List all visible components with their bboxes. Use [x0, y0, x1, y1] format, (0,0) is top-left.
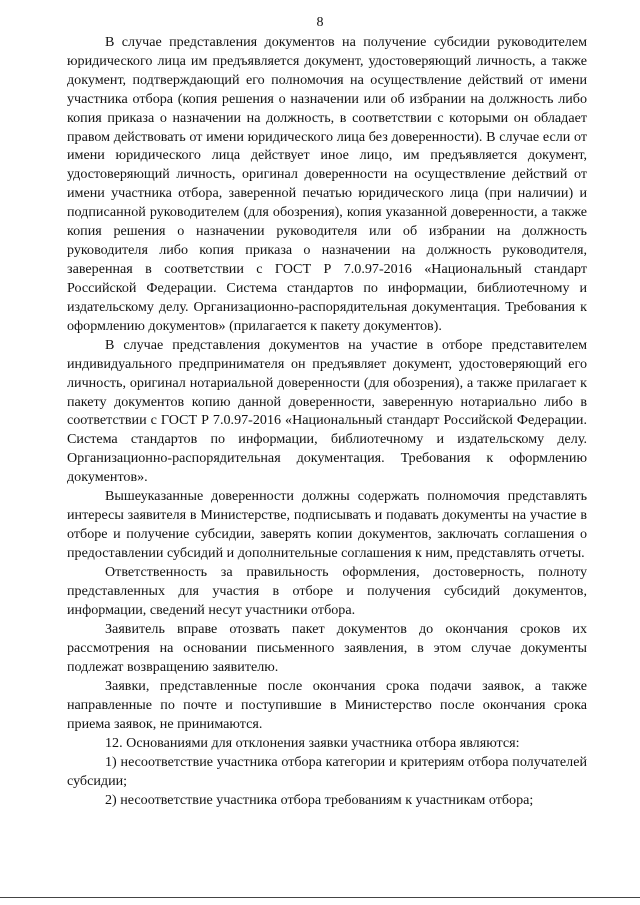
- paragraph-withdrawal: Заявитель вправе отозвать пакет документов до окончания сроков их рассмотрения на основании письменного заявления, в этом случае документы подлежат возвращению заявителю.: [67, 621, 587, 676]
- paragraph-responsibility: Ответственность за правильность оформления, достоверность, полноту представленных для участия в отборе и получения субсидий документов, информации, сведений несут участники отбора.: [67, 564, 587, 619]
- paragraph-power-of-attorney-scope: Вышеуказанные доверенности должны содержать полномочия представлять интересы заявителя в Министерстве, подписывать и подавать документы на участие в отборе и получение субсидии, заверять копии документов, заключать соглашения о предоставлении субсидий и дополнительные соглашения к ним, представлять отчеты.: [67, 488, 587, 562]
- document-body: [67, 33, 587, 810]
- paragraph-legal-entity-representation: В случае представления документов на получение субсидии руководителем юридического лица им предъявляется документ, удостоверяющий личность, а также документ, подтверждающий его полномочия на осуществление действий от имени участника отбора (копия решения о назначении или об избрании на должность либо копия приказа о назначении на должность, в соответствии с которыми он обладает правом действовать от имени юридического лица без доверенности). В случае если от имени юридического лица действует иное лицо, им предъявляется документ, удостоверяющий личность, оригинал доверенности на осуществление действий от имени участника отбора, заверенной печатью юридического лица (при наличии) и подписанной руководителем (для обозрения), копия указанной доверенности, а также копия решения о назначении руководителя или об избрании на должность руководителя либо копия приказа о назначении на должность руководителя, заверенная в соответствии с ГОСТ Р 7.0.97-2016 «Национальный стандарт Российской Федерации. Система стандартов по информации, библиотечному и издательскому делу. Организационно-распорядительная документация. Требования к оформлению документов» (прилагается к пакету документов).: [67, 34, 587, 334]
- paragraph-late-applications: Заявки, представленные после окончания срока подачи заявок, а также направленные по почте и поступившие в Министерство после окончания срока приема заявок, не принимаются.: [67, 678, 587, 733]
- page-number: 8: [316, 15, 324, 30]
- paragraph-entrepreneur-representation: В случае представления документов на участие в отборе представителем индивидуального предпринимателя он предъявляет документ, удостоверяющий его личность, оригинал нотариальной доверенности (для обозрения), а также прилагает к пакету документов копию данной доверенности, заверенную нотариально либо в соответствии с ГОСТ Р 7.0.97-2016 «Национальный стандарт Российской Федерации. Система стандартов по информации, библиотечному и издательскому делу. Организационно-распорядительная документация. Требования к оформлению документов».: [67, 336, 587, 486]
- rejection-ground-2: 2) несоответствие участника отбора требованиям к участникам отбора;: [105, 791, 534, 808]
- rejection-ground-1: 1) несоответствие участника отбора категории и критериям отбора получателей субсидии;: [67, 753, 587, 789]
- bottom-rule: [0, 897, 640, 898]
- paragraph-rejection-grounds-heading: 12. Основаниями для отклонения заявки участника отбора являются:: [105, 735, 520, 752]
